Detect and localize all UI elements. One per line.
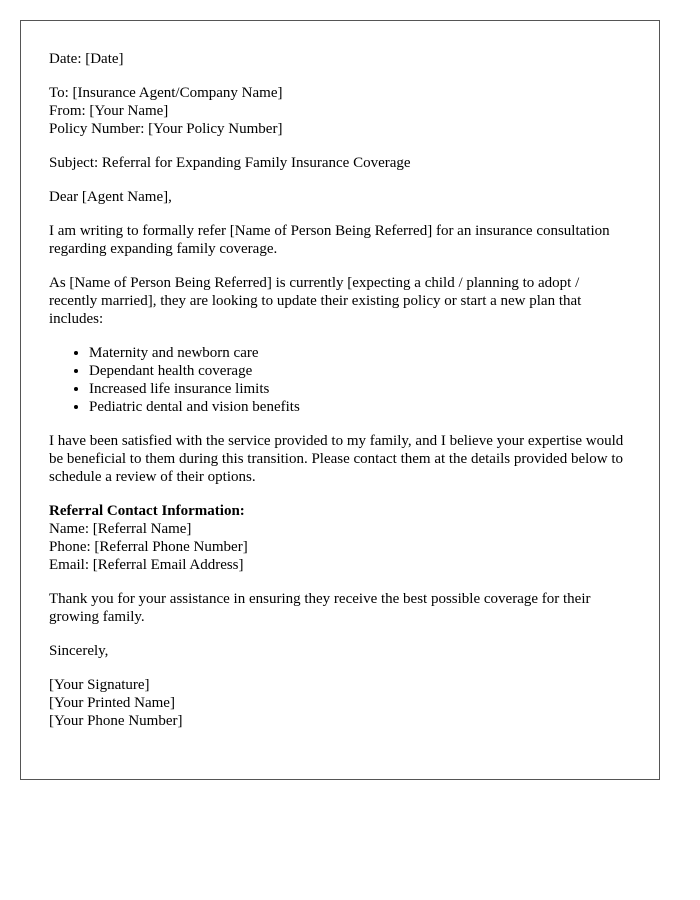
referral-phone-line: Phone: [Referral Phone Number] [49, 539, 248, 555]
signature-line: [Your Signature] [49, 677, 150, 693]
referral-email-line: Email: [Referral Email Address] [49, 557, 244, 573]
printed-name-line: [Your Printed Name] [49, 695, 175, 711]
referral-contact-block [49, 502, 631, 574]
list-item: • Increased life insurance limits [89, 380, 631, 398]
paragraph-satisfaction: I have been satisfied with the service provided to my family, and I believe your expertise would be beneficial to them during this transition. Please contact them at the details provided below to schedule a review of their options. [49, 433, 624, 485]
date-line: Date: [Date] [49, 51, 124, 67]
coverage-list [49, 344, 631, 416]
sender-phone-line: [Your Phone Number] [49, 713, 183, 729]
referral-name-line: Name: [Referral Name] [49, 521, 192, 537]
closing: Sincerely, [49, 643, 109, 659]
list-item: • Pediatric dental and vision benefits [89, 398, 631, 416]
from-line: From: [Your Name] [49, 103, 169, 119]
to-line: To: [Insurance Agent/Company Name] [49, 85, 283, 101]
referral-heading: Referral Contact Information: [49, 503, 245, 519]
salutation: Dear [Agent Name], [49, 189, 172, 205]
subject-line: Subject: Referral for Expanding Family Insurance Coverage [49, 155, 411, 171]
paragraph-situation: As [Name of Person Being Referred] is currently [expecting a child / planning to adopt / recently married], they are looking to update their existing policy or start a new plan that includes: [49, 275, 582, 327]
list-item: • Maternity and newborn care [89, 344, 631, 362]
letter-document [20, 20, 660, 780]
policy-number-line: Policy Number: [Your Policy Number] [49, 121, 283, 137]
header-block [49, 84, 631, 138]
list-item: • Dependant health coverage [89, 362, 631, 380]
signature-block [49, 676, 631, 730]
paragraph-thanks: Thank you for your assistance in ensuring they receive the best possible coverage for their growing family. [49, 591, 591, 625]
paragraph-referral-intro: I am writing to formally refer [Name of Person Being Referred] for an insurance consultation regarding expanding family coverage. [49, 223, 610, 257]
